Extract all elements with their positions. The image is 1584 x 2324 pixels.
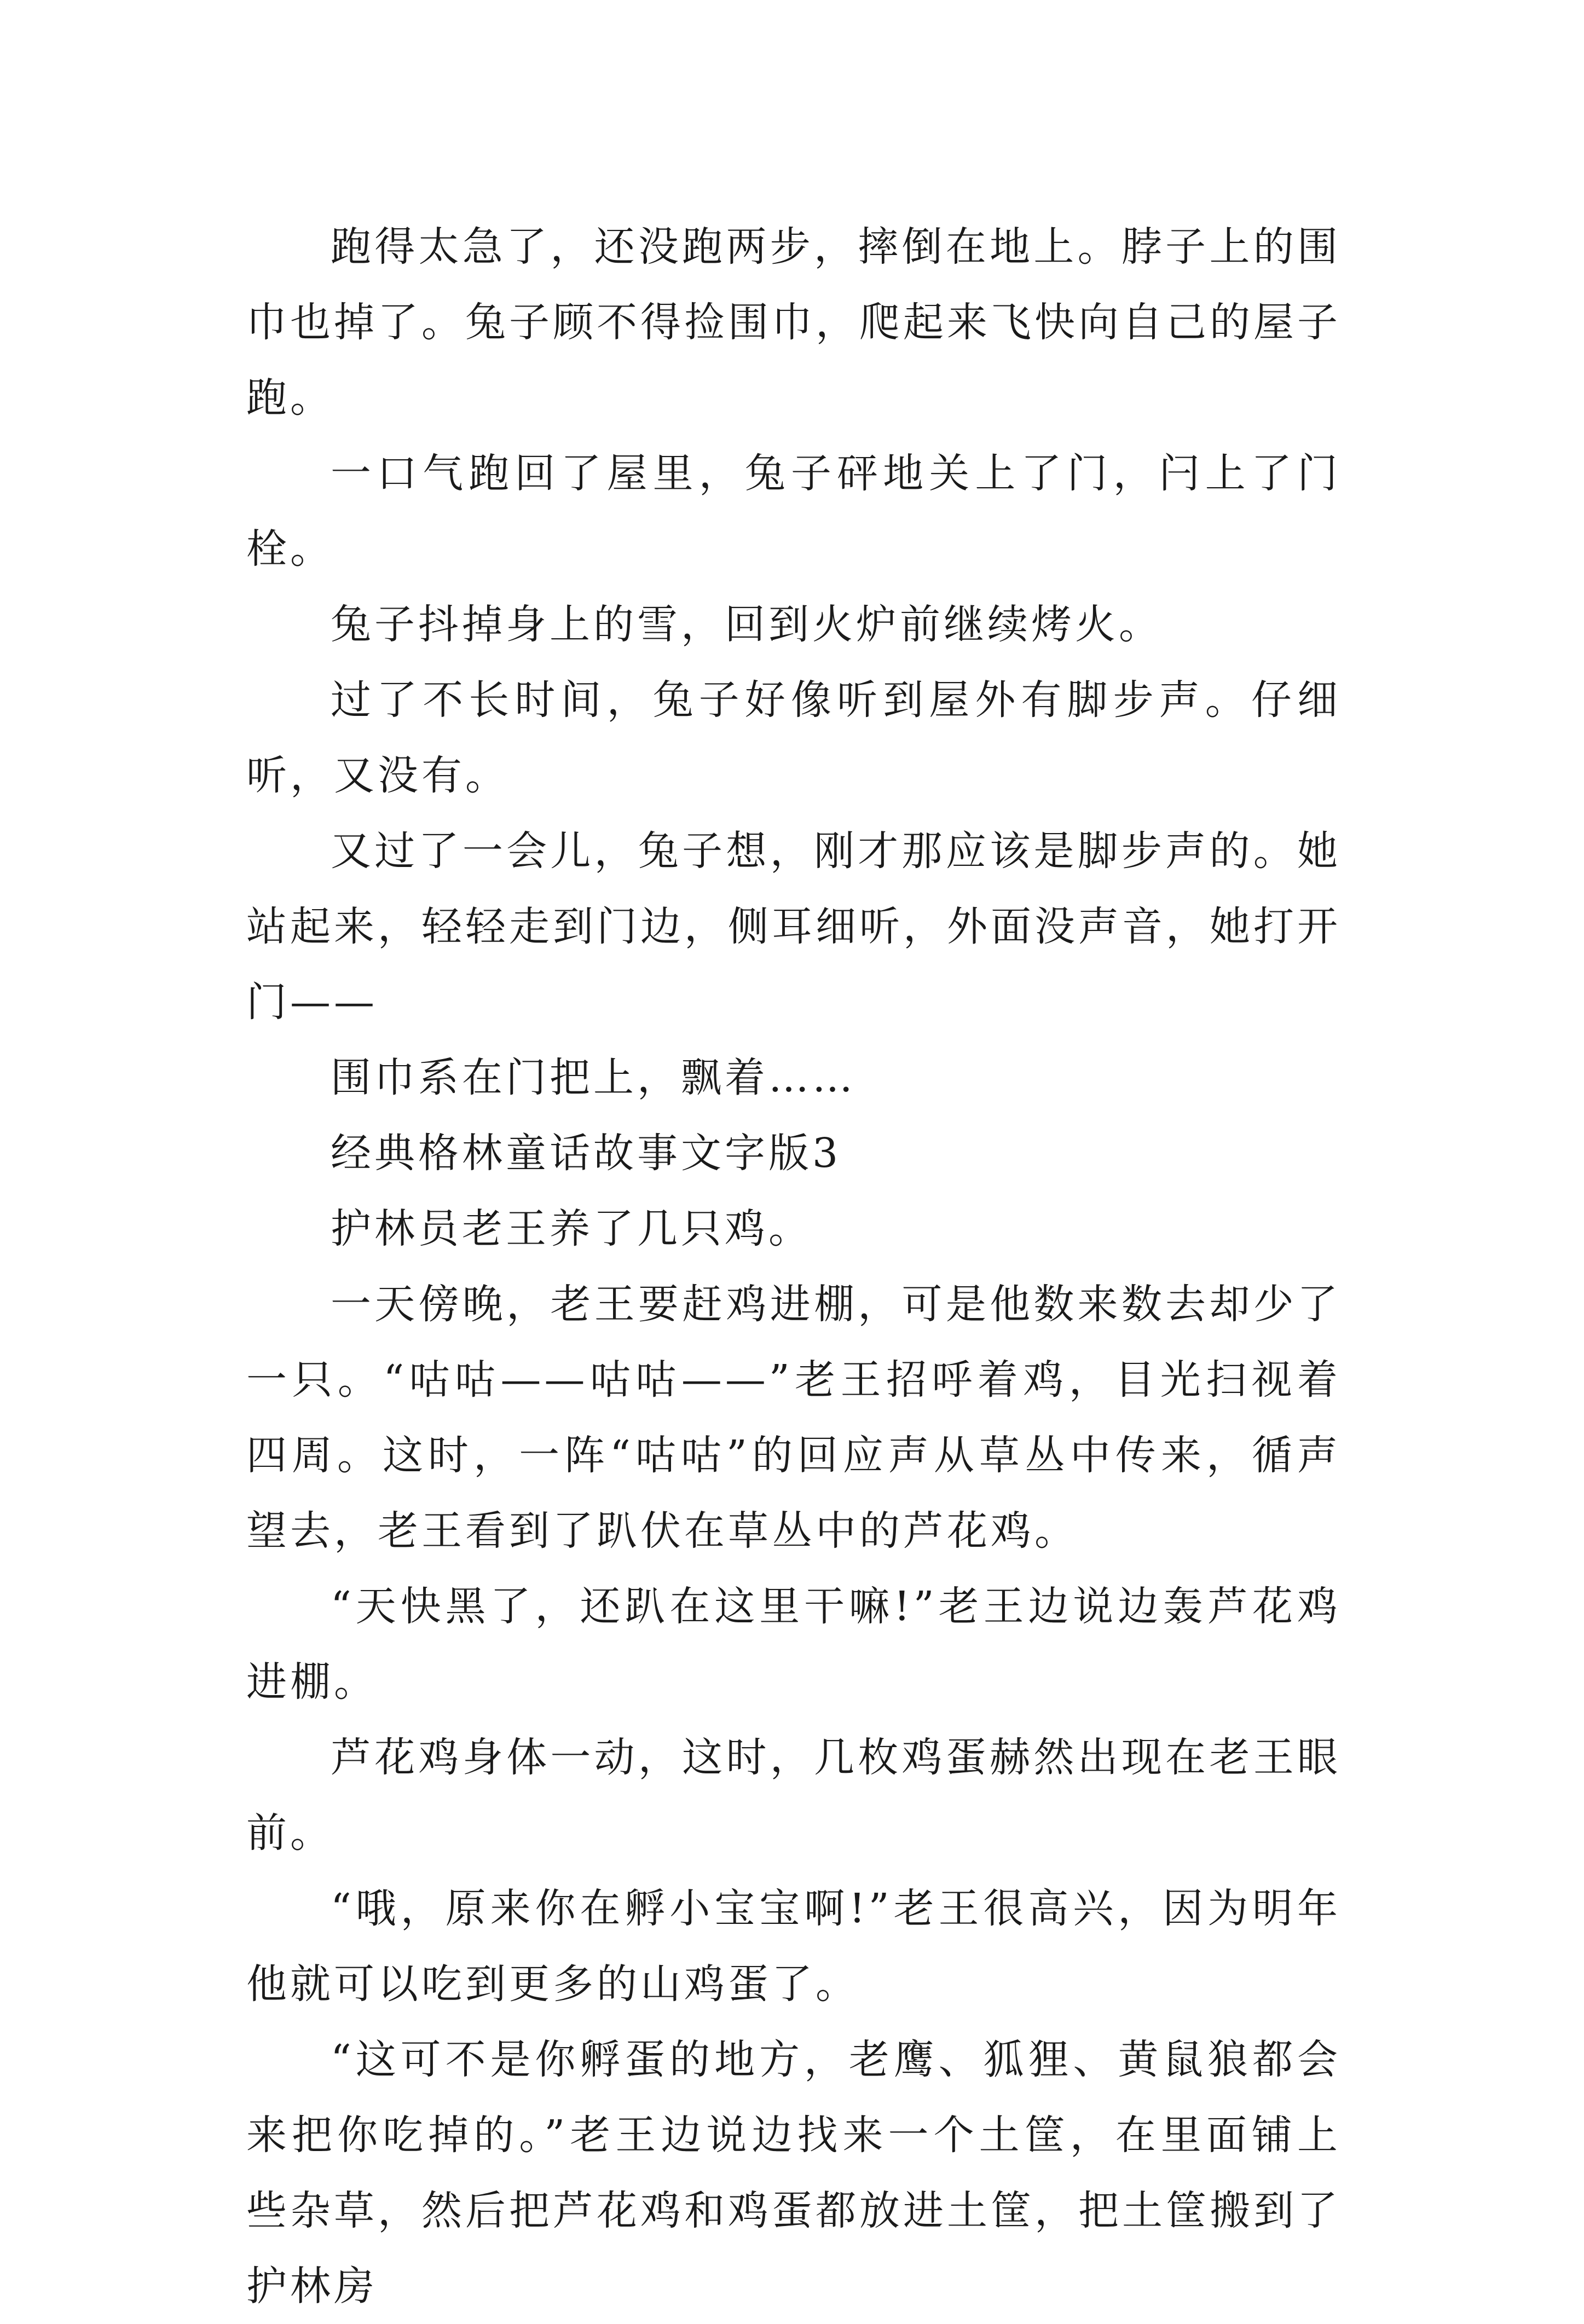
paragraph-missing-chicken: 一天傍晚，老王要赶鸡进棚，可是他数来数去却少了一只。“咕咕——咕咕——”老王招呼着鸡，目光扫视着四周。这时，一阵“咕咕”的回应声从草丛中传来，循声望去，老王看到了趴伏在草丛中的芦花鸡。 [246,1281,1341,1554]
paragraph-hatching: “哦，原来你在孵小宝宝啊!”老王很高兴，因为明年他就可以吃到更多的山鸡蛋了。 [246,1885,1341,2008]
paragraph-ranger-chickens: 护林员老王养了几只鸡。 [331,1205,812,1252]
paragraph-dark-soon: “天快黑了，还趴在这里干嘛!”老王边说边轰芦花鸡进棚。 [246,1583,1341,1706]
section-heading: 经典格林童话故事文字版3 [331,1130,842,1177]
paragraph-scarf: 围巾系在门把上，飘着…… [331,1054,856,1101]
paragraph-eggs: 芦花鸡身体一动，这时，几枚鸡蛋赫然出现在老王眼前。 [246,1734,1341,1857]
paragraph-rabbit-fall: 跑得太急了，还没跑两步，摔倒在地上。脖子上的围巾也掉了。兔子顾不得捡围巾，爬起来飞快向自己的屋子跑。 [246,223,1341,421]
paragraph-open-door: 又过了一会儿，兔子想，刚才那应该是脚步声的。她站起来，轻轻走到门边，侧耳细听，外面没声音，她打开门—— [246,828,1341,1026]
paragraph-footsteps: 过了不长时间，兔子好像听到屋外有脚步声。仔细听，又没有。 [246,677,1341,799]
story-text [246,209,1341,2324]
paragraph-shake-snow: 兔子抖掉身上的雪，回到火炉前继续烤火。 [331,601,1163,648]
paragraph-basket: “这可不是你孵蛋的地方，老鹰、狐狸、黄鼠狼都会来把你吃掉的。”老王边说边找来一个土筐，在里面铺上些杂草，然后把芦花鸡和鸡蛋都放进土筐，把土筐搬到了护林房 [246,2036,1341,2310]
paragraph-run-home: 一口气跑回了屋里，兔子砰地关上了门，闩上了门栓。 [246,450,1341,573]
